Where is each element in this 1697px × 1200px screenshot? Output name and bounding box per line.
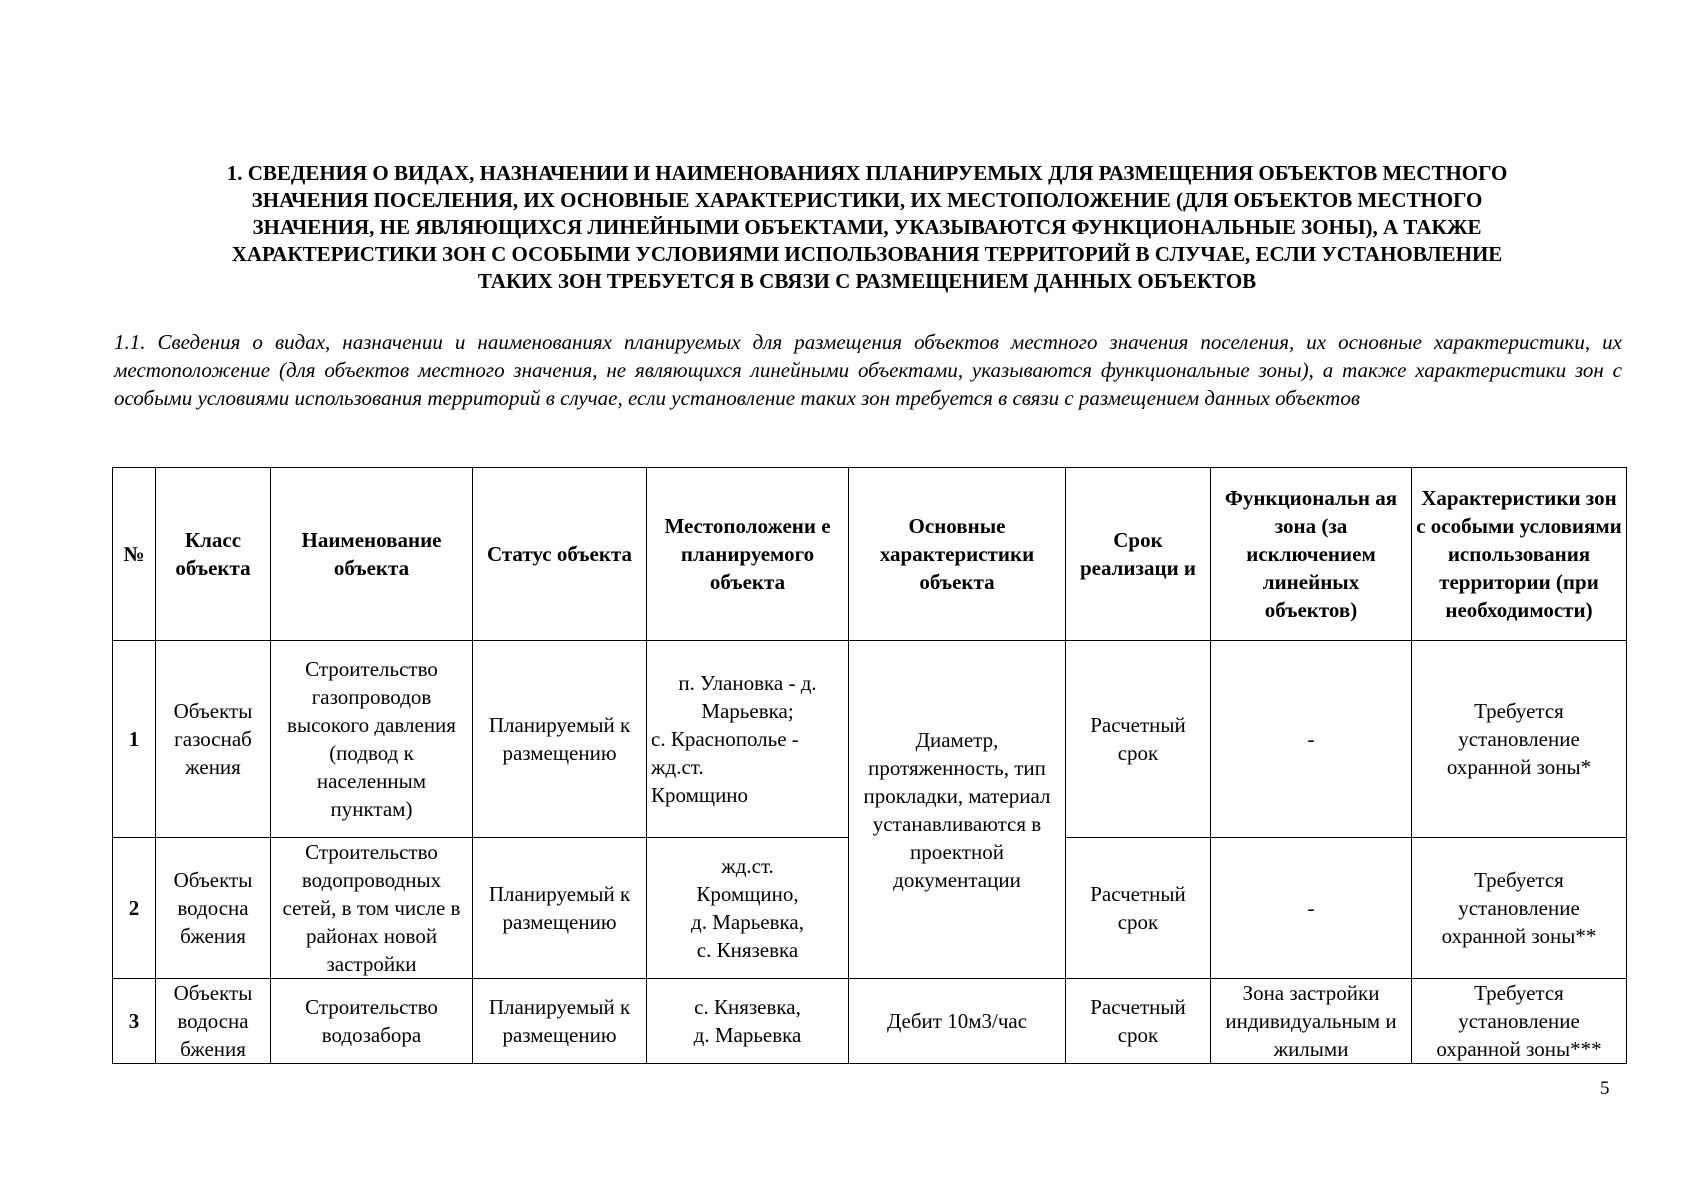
header-num: № bbox=[113, 468, 156, 641]
page-number: 5 bbox=[1600, 1078, 1610, 1099]
page-title bbox=[112, 160, 1622, 295]
cell-name: Строительство газопроводов высокого давления (подвод к населенным пунктам) bbox=[271, 641, 473, 838]
cell-status: Планируемый к размещению bbox=[473, 641, 647, 838]
cell-location bbox=[647, 641, 849, 838]
table-header-row bbox=[113, 468, 1627, 641]
cell-zone: - bbox=[1211, 641, 1412, 838]
location-line: жд.ст. bbox=[651, 755, 704, 779]
cell-zone: Зона застройки индивидуальным и жилыми bbox=[1211, 979, 1412, 1064]
cell-special-zone: Требуется установление охранной зоны* bbox=[1412, 641, 1627, 838]
cell-special-zone: Требуется установление охранной зоны*** bbox=[1412, 979, 1627, 1064]
header-zone: Функциональн ая зона (за исключением линейных объектов) bbox=[1211, 468, 1412, 641]
header-characteristics: Основные характеристики объекта bbox=[849, 468, 1066, 641]
cell-term: Расчетный срок bbox=[1066, 838, 1211, 979]
location-line: п. Улановка - д. bbox=[678, 671, 817, 695]
cell-num: 3 bbox=[113, 979, 156, 1064]
location-line: с. Краснополье - bbox=[651, 727, 799, 751]
cell-class: Объекты газоснаб жения bbox=[156, 641, 271, 838]
cell-location bbox=[647, 979, 849, 1064]
title-line: ЗНАЧЕНИЯ, НЕ ЯВЛЯЮЩИХСЯ ЛИНЕЙНЫМИ ОБЪЕКТАМИ, УКАЗЫВАЮТСЯ ФУНКЦИОНАЛЬНЫЕ ЗОНЫ), А ТАКЖЕ bbox=[252, 215, 1482, 239]
header-status: Статус объекта bbox=[473, 468, 647, 641]
cell-term: Расчетный срок bbox=[1066, 641, 1211, 838]
location-line: Кромщино bbox=[651, 783, 749, 807]
cell-num: 2 bbox=[113, 838, 156, 979]
location-line: жд.ст. bbox=[721, 854, 774, 878]
title-line: 1. СВЕДЕНИЯ О ВИДАХ, НАЗНАЧЕНИИ И НАИМЕНОВАНИЯХ ПЛАНИРУЕМЫХ ДЛЯ РАЗМЕЩЕНИЯ ОБЪЕКТОВ МЕСТНОГО bbox=[226, 161, 1508, 185]
header-special-zone: Характеристики зон с особыми условиями использования территории (при необходимости) bbox=[1412, 468, 1627, 641]
cell-num: 1 bbox=[113, 641, 156, 838]
location-line: Марьевка; bbox=[701, 699, 794, 723]
planned-objects-table bbox=[112, 467, 1627, 1064]
cell-status: Планируемый к размещению bbox=[473, 838, 647, 979]
cell-name: Строительство водозабора bbox=[271, 979, 473, 1064]
cell-name: Строительство водопроводных сетей, в том числе в районах новой застройки bbox=[271, 838, 473, 979]
cell-characteristics: Дебит 10м3/час bbox=[849, 979, 1066, 1064]
location-line: д. Марьевка bbox=[693, 1023, 802, 1047]
header-class: Класс объекта bbox=[156, 468, 271, 641]
cell-class: Объекты водосна бжения bbox=[156, 979, 271, 1064]
section-subtitle: 1.1. Сведения о видах, назначении и наименованиях планируемых для размещения объектов местного значения поселения, их основные характеристики, их местоположение (для объектов местного значения, не являющихся линейными объектами, указываются функциональные зоны), а также характеристики зон с особыми условиями использования территорий в случае, если установление таких зон требуется в связи с размещением данных объектов bbox=[114, 330, 1622, 410]
header-location: Местоположени е планируемого объекта bbox=[647, 468, 849, 641]
cell-class: Объекты водосна бжения bbox=[156, 838, 271, 979]
cell-characteristics-shared: Диаметр, протяженность, тип прокладки, материал устанавливаются в проектной документации bbox=[849, 641, 1066, 979]
cell-status: Планируемый к размещению bbox=[473, 979, 647, 1064]
cell-location bbox=[647, 838, 849, 979]
location-line: с. Князевка, bbox=[694, 995, 801, 1019]
cell-term: Расчетный срок bbox=[1066, 979, 1211, 1064]
title-line: ЗНАЧЕНИЯ ПОСЕЛЕНИЯ, ИХ ОСНОВНЫЕ ХАРАКТЕРИСТИКИ, ИХ МЕСТОПОЛОЖЕНИЕ (ДЛЯ ОБЪЕКТОВ МЕСТНОГО bbox=[251, 188, 1483, 212]
header-name: Наименование объекта bbox=[271, 468, 473, 641]
table-row bbox=[113, 979, 1627, 1064]
title-line: ХАРАКТЕРИСТИКИ ЗОН С ОСОБЫМИ УСЛОВИЯМИ ИСПОЛЬЗОВАНИЯ ТЕРРИТОРИЙ В СЛУЧАЕ, ЕСЛИ УСТАНОВЛЕНИЕ bbox=[231, 242, 1503, 266]
cell-zone: - bbox=[1211, 838, 1412, 979]
header-term: Срок реализаци и bbox=[1066, 468, 1211, 641]
location-line: с. Князевка bbox=[696, 938, 799, 962]
title-line: ТАКИХ ЗОН ТРЕБУЕТСЯ В СВЯЗИ С РАЗМЕЩЕНИЕМ ДАННЫХ ОБЪЕКТОВ bbox=[477, 269, 1257, 293]
location-line: Кромщино, bbox=[696, 882, 799, 906]
cell-special-zone: Требуется установление охранной зоны** bbox=[1412, 838, 1627, 979]
table-row bbox=[113, 641, 1627, 838]
location-line: д. Марьевка, bbox=[691, 910, 804, 934]
